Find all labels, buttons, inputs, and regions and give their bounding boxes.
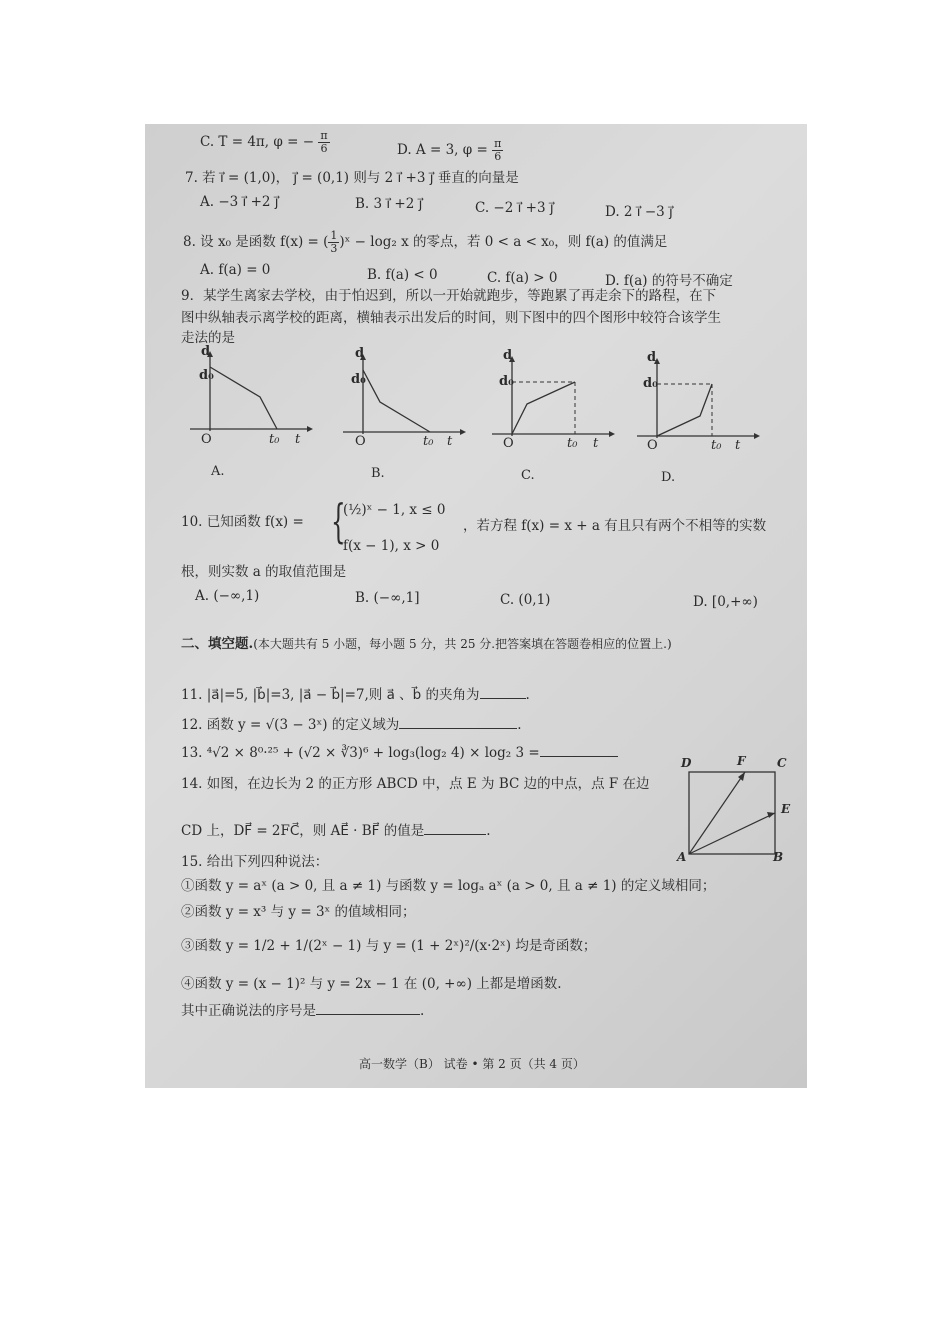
q15-item-1: ①函数 y = aˣ (a > 0, 且 a ≠ 1) 与函数 y = logₐ aˣ (a > 0, 且 a ≠ 1) 的定义域相同； — [181, 878, 716, 894]
q8-option-c: C. f(a) > 0 — [487, 270, 558, 286]
q9-line1: 9．某学生离家去学校，由于怕迟到，所以一开始就跑步，等跑累了再走余下的路程，在下 — [181, 288, 717, 304]
q11-answer-blank — [480, 686, 526, 699]
q10-option-a: A. (−∞,1) — [195, 588, 260, 604]
q14-square-diagram — [689, 772, 779, 858]
q9-c-origin-label: O — [503, 436, 514, 451]
q15-item-4: ④函数 y = (x − 1)² 与 y = 2x − 1 在 (0, +∞) 上都是增函数. — [181, 976, 562, 992]
q15-item-3: ③函数 y = 1/2 + 1/(2ˣ − 1) 与 y = (1 + 2ˣ)²/(x·2ˣ) 均是奇函数； — [181, 938, 597, 954]
q9-option-b-label: B. — [371, 466, 385, 481]
q6-option-d-fraction — [492, 138, 503, 163]
q15-closing-text: 其中正确说法的序号是 — [181, 1003, 316, 1019]
q7-option-c: C. −2 i⃗ +3 j⃗ — [475, 200, 554, 216]
q6-option-c — [200, 130, 330, 155]
q9-d-t0-label: t₀ — [711, 438, 722, 453]
q15-answer-blank — [316, 1002, 420, 1015]
q14-label-e: E — [781, 802, 791, 816]
q11-end: . — [525, 687, 530, 703]
q9-c-t0-label: t₀ — [567, 436, 578, 451]
section2-note: (本大题共有 5 小题，每小题 5 分，共 25 分.把答案填在答题卷相应的位置上.) — [253, 637, 672, 651]
q9-c-x-label: t — [593, 436, 599, 451]
q9-option-d-label: D. — [661, 470, 676, 485]
q8-option-d: D. f(a) 的符号不确定 — [605, 273, 733, 289]
q10-suffix: ，若方程 f(x) = x + a 有且只有两个不相等的实数 — [463, 518, 767, 534]
q10-brace: { — [331, 494, 346, 548]
q9-d-x-label: t — [735, 438, 741, 453]
q14-label-a: A — [677, 850, 687, 864]
section2-heading — [181, 636, 672, 652]
q14-text: CD 上，DF⃗ = 2FC⃗，则 AE⃗ · BF⃗ 的值是 — [181, 823, 425, 839]
q9-a-d0-label: d₀ — [199, 368, 214, 383]
q6-d-den: 6 — [494, 150, 502, 163]
q9-b-d0-label: d₀ — [351, 372, 366, 387]
q12-answer-blank — [399, 716, 517, 729]
q10-option-d: D. [0,+∞) — [693, 594, 758, 610]
q11 — [181, 686, 530, 703]
q9-option-a-label: A. — [211, 464, 225, 479]
q12 — [181, 716, 522, 733]
q8-den: 3 — [330, 242, 338, 255]
q6-option-d — [397, 138, 503, 163]
q10-option-c: C. (0,1) — [500, 592, 551, 608]
q9-d-d0-label: d₀ — [643, 376, 658, 391]
q10-case1: (½)ˣ − 1, x ≤ 0 — [343, 502, 446, 518]
q14-label-b: B — [773, 850, 784, 864]
q14-answer-blank — [424, 822, 486, 835]
q7-stem: 7. 若 i⃗ = (1,0)， j⃗ = (0,1) 则与 2 i⃗ +3 j⃗ 垂直的向量是 — [185, 170, 519, 186]
q8-stem-b: )ˣ − log₂ x 的零点，若 0 < a < x₀，则 f(a) 的值满足 — [339, 234, 668, 250]
q9-d-y-label: d — [647, 350, 657, 365]
exam-page-photo — [145, 124, 807, 1088]
q8-option-b: B. f(a) < 0 — [367, 267, 438, 283]
q9-c-d0-label: d₀ — [499, 374, 514, 389]
q14-label-f: F — [737, 754, 746, 768]
page-footer: 高一数学（B） 试卷 • 第 2 页（共 4 页） — [359, 1057, 585, 1071]
q6-c-den: 6 — [320, 142, 328, 155]
q8-option-a: A. f(a) = 0 — [200, 262, 271, 278]
q14-label-d: D — [681, 756, 692, 770]
q8-num: 1 — [330, 229, 338, 242]
q6-option-d-text: D. A = 3, φ = — [397, 142, 488, 158]
q9-b-x-label: t — [447, 434, 453, 449]
q13 — [181, 744, 618, 761]
q9-a-origin-label: O — [201, 432, 212, 447]
q15-closing — [181, 1002, 424, 1019]
q7-option-a: A. −3 i⃗ +2 j⃗ — [200, 194, 279, 210]
q12-text: 12. 函数 y = √(3 − 3ˣ) 的定义域为 — [181, 717, 400, 733]
q9-b-t0-label: t₀ — [423, 434, 434, 449]
q14-line1: 14. 如图，在边长为 2 的正方形 ABCD 中，点 E 为 BC 边的中点，点 F 在边 — [181, 776, 650, 792]
q8-stem-a: 8. 设 x₀ 是函数 f(x) = ( — [183, 234, 329, 250]
q9-b-y-label: d — [355, 346, 365, 361]
q12-end: . — [517, 717, 522, 733]
section2-title: 二、填空题. — [181, 636, 254, 652]
q10-option-b: B. (−∞,1] — [355, 590, 420, 606]
q7-option-b: B. 3 i⃗ +2 j⃗ — [355, 196, 423, 212]
q9-a-t0-label: t₀ — [269, 432, 280, 447]
q6-option-c-fraction — [318, 130, 329, 155]
q8-stem — [183, 230, 667, 255]
q14-line2 — [181, 822, 491, 839]
q6-c-num: π — [320, 129, 328, 142]
q11-text: 11. |a⃗|=5, |b⃗|=3, |a⃗ − b⃗|=7,则 a⃗ 、b⃗ 的夹角为 — [181, 687, 480, 703]
q10-prefix: 10. 已知函数 f(x) = — [181, 514, 304, 530]
q6-d-num: π — [494, 137, 502, 150]
q9-a-y-label: d — [201, 344, 211, 359]
q9-line2: 图中纵轴表示离学校的距离，横轴表示出发后的时间，则下图中的四个图形中较符合该学生 — [181, 310, 721, 326]
q9-c-y-label: d — [503, 348, 513, 363]
q9-a-x-label: t — [295, 432, 301, 447]
q7-option-d: D. 2 i⃗ −3 j⃗ — [605, 204, 673, 220]
q15-end: . — [420, 1003, 425, 1019]
q6-option-c-text: C. T = 4π, φ = − — [200, 134, 315, 150]
q13-text: 13. ⁴√2 × 8⁰·²⁵ + (√2 × ∛3)⁶ + log₃(log₂ 4) × log₂ 3 = — [181, 745, 540, 761]
q15-stem: 15. 给出下列四种说法： — [181, 854, 329, 870]
q10-line2: 根，则实数 a 的取值范围是 — [181, 564, 347, 580]
q15-item-2: ②函数 y = x³ 与 y = 3ˣ 的值域相同； — [181, 904, 416, 920]
q14-label-c: C — [777, 756, 787, 770]
q9-b-origin-label: O — [355, 434, 366, 449]
q8-fraction — [328, 230, 339, 255]
q10-case2: f(x − 1), x > 0 — [343, 538, 440, 554]
q9-option-c-label: C. — [521, 468, 535, 483]
q13-answer-blank — [540, 744, 618, 757]
q9-line3: 走法的是 — [181, 330, 235, 346]
q9-d-origin-label: O — [647, 438, 658, 453]
q14-end: . — [486, 823, 491, 839]
